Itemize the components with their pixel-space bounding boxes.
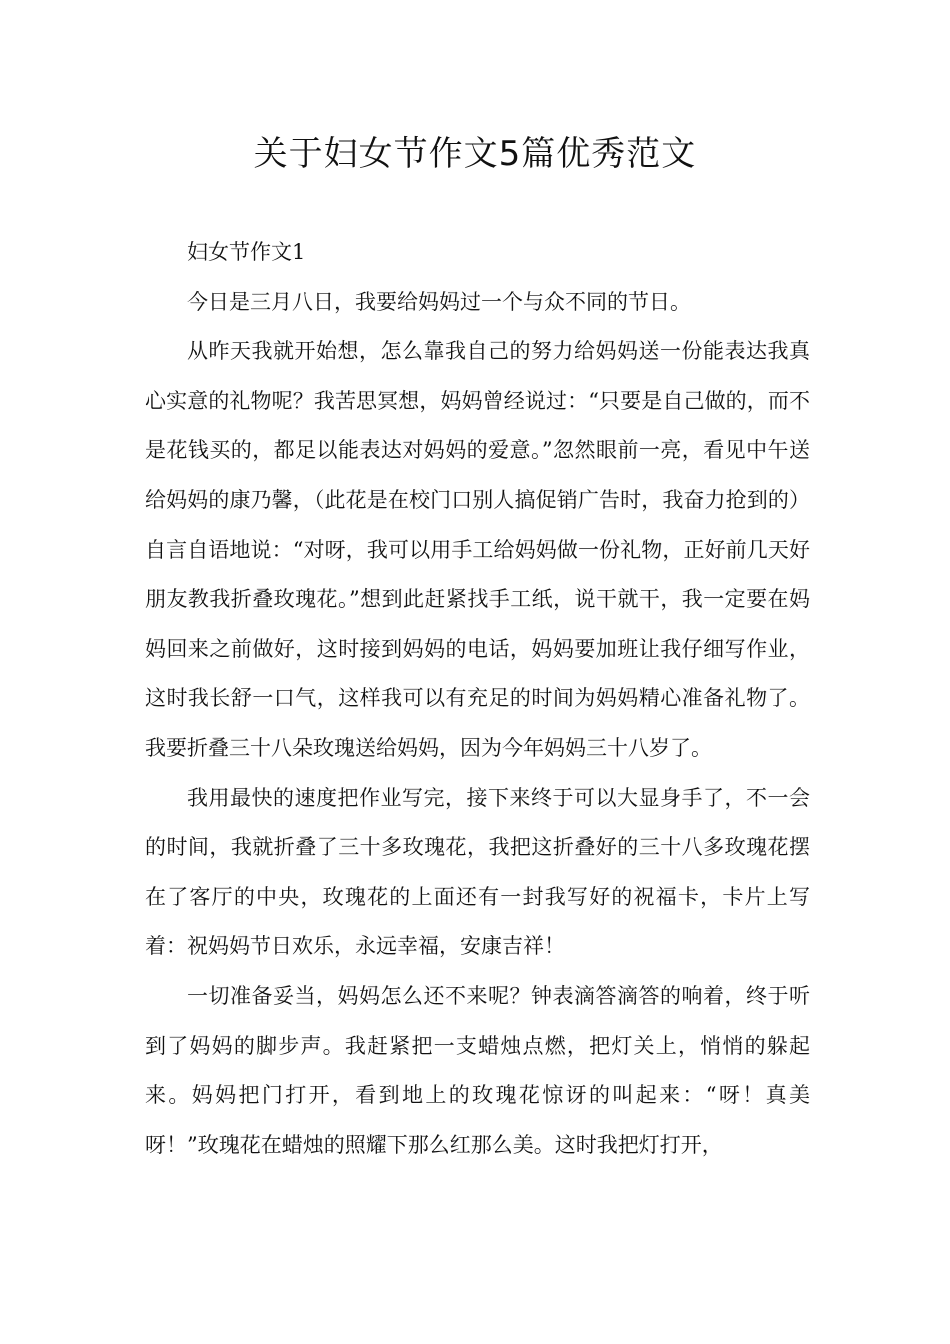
body-paragraph: 一切准备妥当，妈妈怎么还不来呢？钟表滴答滴答的响着，终于听到了妈妈的脚步声。我赶紧把一支蜡烛点燃，把灯关上，悄悄的躲起来。妈妈把门打开，看到地上的玫瑰花惊讶的叫起来：“呀！真美呀！”玫瑰花在蜡烛的照耀下那么红那么美。这时我把灯打开， — [145, 983, 810, 1157]
document-body — [145, 228, 810, 1170]
body-paragraph: 今日是三月八日，我要给妈妈过一个与众不同的节日。 — [187, 289, 691, 314]
document-title: 关于妇女节作文5篇优秀范文 — [253, 134, 697, 174]
body-paragraph: 我用最快的速度把作业写完，接下来终于可以大显身手了，不一会的时间，我就折叠了三十多玫瑰花，我把这折叠好的三十八多玫瑰花摆在了客厅的中央，玫瑰花的上面还有一封我写好的祝福卡，卡片上写着：祝妈妈节日欢乐，永远幸福，安康吉祥！ — [145, 785, 810, 959]
body-paragraph: 从昨天我就开始想，怎么靠我自己的努力给妈妈送一份能表达我真心实意的礼物呢？我苦思冥想，妈妈曾经说过：“只要是自己做的，而不是花钱买的，都足以能表达对妈妈的爱意。”忽然眼前一亮，看见中午送给妈妈的康乃馨，（此花是在校门口别人搞促销广告时，我奋力抢到的）自言自语地说：“对呀，我可以用手工给妈妈做一份礼物，正好前几天好朋友教我折叠玫瑰花。”想到此赶紧找手工纸，说干就干，我一定要在妈妈回来之前做好，这时接到妈妈的电话，妈妈要加班让我仔细写作业，这时我长舒一口气，这样我可以有充足的时间为妈妈精心准备礼物了。我要折叠三十八朵玫瑰送给妈妈，因为今年妈妈三十八岁了。 — [145, 339, 810, 760]
essay-heading: 妇女节作文1 — [187, 240, 306, 264]
